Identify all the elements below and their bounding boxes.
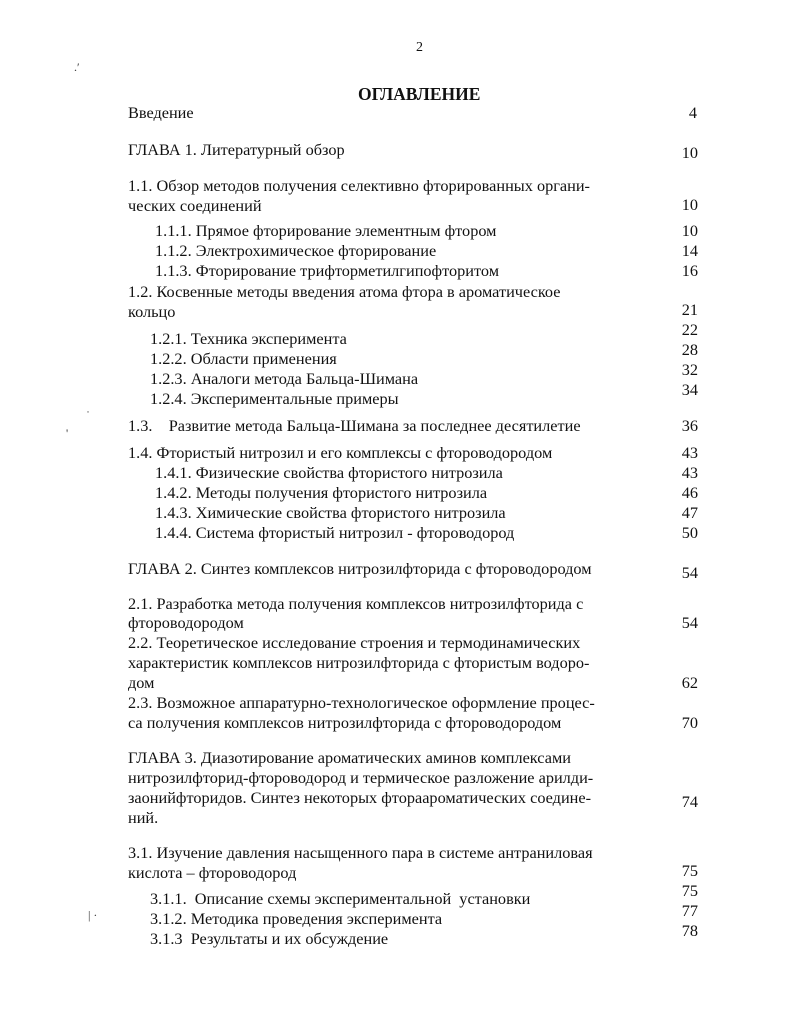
toc-entry-page: 34 — [681, 380, 698, 399]
toc-entry-text-cont: характеристик комплексов нитрозилфторида с фтористым водоро- — [128, 653, 590, 672]
toc-entry-page: 54 — [681, 613, 698, 632]
toc-entry-page: 54 — [681, 563, 698, 582]
toc-entry-page: 10 — [681, 143, 698, 162]
toc-entry-page: 75 — [681, 881, 698, 900]
toc-entry-text: 1.3. Развитие метода Бальца-Шимана за последнее десятилетие — [128, 416, 581, 435]
toc-entry-text: 1.2.1. Техника эксперимента — [150, 329, 347, 348]
toc-entry-text: 2.3. Возможное аппаратурно-технологическое оформление процес- — [128, 693, 595, 712]
toc-entry-page: 10 — [681, 195, 698, 214]
toc-entry-page: 36 — [681, 416, 698, 435]
toc-chapter-text-cont: ний. — [128, 808, 159, 827]
toc-entry-text: 1.2.4. Экспериментальные примеры — [150, 389, 399, 408]
scan-mark: | · — [88, 908, 98, 922]
toc-entry-text: 3.1.2. Методика проведения эксперимента — [150, 909, 443, 928]
toc-entry-text: Введение — [128, 103, 194, 122]
toc-entry-page: 50 — [681, 523, 698, 542]
toc-entry-page: 14 — [681, 241, 698, 260]
toc-entry-text-cont: кислота – фтороводород — [128, 863, 297, 882]
toc-entry-text: 1.2.2. Области применения — [150, 349, 337, 368]
toc-entry-page: 32 — [681, 360, 698, 379]
toc-entry-text: 1.1.3. Фторирование трифторметилгипофторитом — [155, 261, 500, 280]
toc-entry-page: 77 — [681, 901, 698, 920]
scan-mark: ˙ — [86, 408, 90, 422]
toc-entry-page: 28 — [681, 340, 698, 359]
toc-entry-text-cont: ческих соединений — [128, 196, 262, 215]
toc-entry-page: 21 — [681, 300, 698, 319]
toc-entry-text: 1.4.2. Методы получения фтористого нитрозила — [155, 483, 488, 502]
toc-entry-page: 4 — [688, 103, 697, 122]
toc-entry-page: 62 — [681, 673, 698, 692]
toc-entry-text: 2.1. Разработка метода получения комплексов нитрозилфторида с — [128, 594, 584, 613]
toc-entry-text-cont: фтороводородом — [128, 613, 244, 632]
toc-entry-text: 1.2.3. Аналоги метода Бальца-Шимана — [150, 369, 419, 388]
toc-entry-page: 10 — [681, 221, 698, 240]
toc-entry-text: 3.1.3 Результаты и их обсуждение — [150, 929, 389, 948]
toc-entry-page: 43 — [681, 463, 698, 482]
scan-mark: ' — [66, 426, 69, 440]
page-title: ОГЛАВЛЕНИЕ — [358, 84, 481, 104]
toc-entry-text: 3.1. Изучение давления насыщенного пара в системе антраниловая — [128, 843, 593, 862]
toc-entry-text: 2.2. Теоретическое исследование строения и термодинамических — [128, 633, 581, 652]
toc-entry-page: 46 — [681, 483, 698, 502]
toc-entry-text: 1.1.2. Электрохимическое фторирование — [155, 241, 437, 260]
toc-chapter-text-cont: нитрозилфторид-фтороводород и термическое разложение арилди- — [128, 768, 594, 787]
toc-chapter-text: ГЛАВА 1. Литературный обзор — [128, 140, 345, 159]
toc-entry-page: 16 — [681, 261, 698, 280]
toc-entry-text: 3.1.1. Описание схемы экспериментальной установки — [150, 889, 531, 908]
toc-entry-text: 1.2. Косвенные методы введения атома фтора в ароматическое — [128, 282, 561, 301]
toc-entry-page: 43 — [681, 443, 698, 462]
toc-entry-page: 74 — [681, 792, 698, 811]
toc-chapter-text: ГЛАВА 2. Синтез комплексов нитрозилфторида с фтороводородом — [128, 559, 592, 578]
scan-mark: .′ — [74, 60, 80, 74]
toc-entry-page: 78 — [681, 921, 698, 940]
toc-entry-text: 1.4. Фтористый нитрозил и его комплексы с фтороводородом — [128, 443, 553, 462]
toc-chapter-text: ГЛАВА 3. Диазотирование ароматических аминов комплексами — [128, 748, 571, 767]
toc-entry-page: 47 — [681, 503, 698, 522]
toc-entry-text: 1.4.3. Химические свойства фтористого нитрозила — [155, 503, 506, 522]
toc-entry-text: 1.1.1. Прямое фторирование элементным фтором — [155, 221, 497, 240]
toc-entry-text-cont: дом — [128, 673, 155, 692]
toc-entry-page: 75 — [681, 861, 698, 880]
toc-entry-page: 70 — [681, 713, 698, 732]
toc-entry-text: 1.4.1. Физические свойства фтористого нитрозила — [155, 463, 503, 482]
toc-entry-page: 22 — [681, 320, 698, 339]
toc-entry-text-cont: са получения комплексов нитрозилфторида с фтороводородом — [128, 713, 562, 732]
toc-entry-text: 1.1. Обзор методов получения селективно фторированных органи- — [128, 176, 590, 195]
page-number: 2 — [416, 40, 423, 55]
toc-entry-text-cont: кольцо — [128, 302, 176, 321]
toc-chapter-text-cont: заонийфторидов. Синтез некоторых фтораароматических соедине- — [128, 788, 592, 807]
toc-entry-text: 1.4.4. Система фтористый нитрозил - фтороводород — [155, 523, 515, 542]
